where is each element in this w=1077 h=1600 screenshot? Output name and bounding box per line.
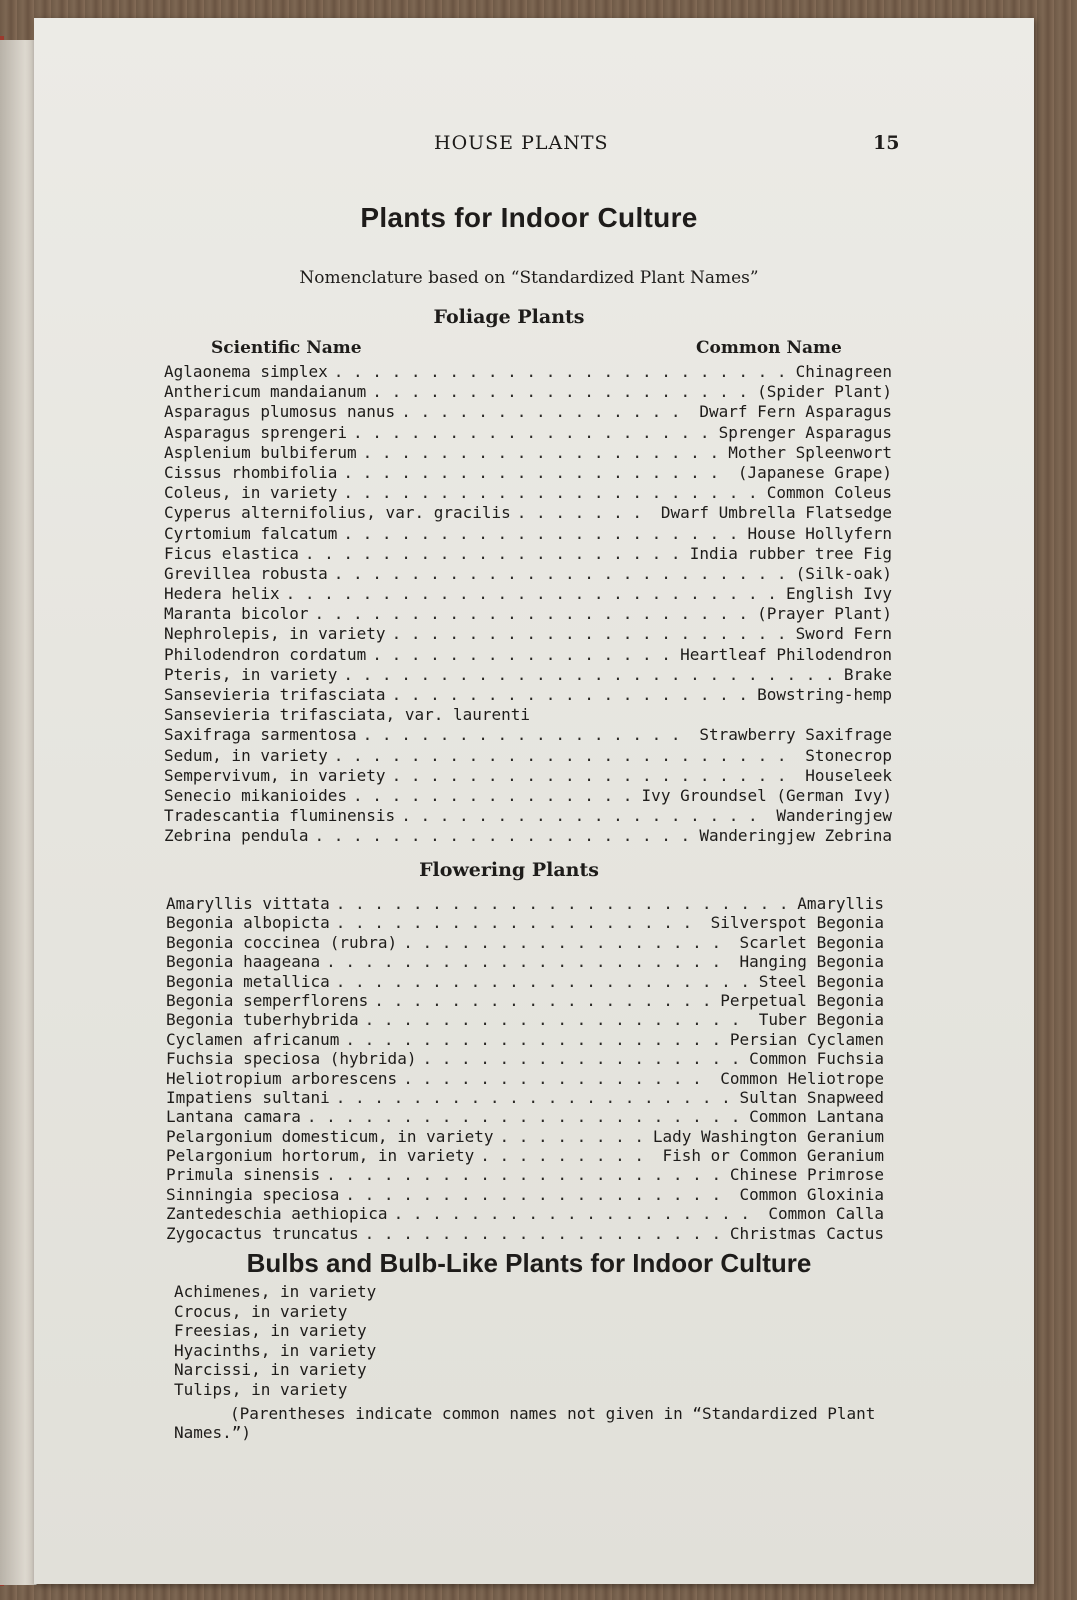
list-item bbox=[164, 624, 892, 644]
leader-dots bbox=[372, 645, 674, 665]
common-name: Common Gloxinia bbox=[739, 1184, 884, 1204]
common-name: Hanging Begonia bbox=[739, 952, 884, 972]
list-item bbox=[166, 1010, 884, 1029]
scientific-name: Maranta bicolor bbox=[164, 604, 309, 624]
common-name: Sprenger Asparagus bbox=[718, 422, 892, 442]
leader-dots bbox=[315, 604, 752, 624]
common-name: (Silk-oak) bbox=[795, 563, 892, 583]
list-item bbox=[164, 483, 892, 503]
leader-dots bbox=[392, 624, 790, 644]
column-headers bbox=[34, 338, 1034, 360]
facing-page-edge bbox=[0, 40, 37, 1585]
common-name: Chinese Primrose bbox=[729, 1165, 884, 1185]
bulb-item: Narcissi, in variety bbox=[174, 1360, 367, 1379]
bulbs-list bbox=[174, 1282, 376, 1399]
list-item bbox=[166, 1185, 884, 1204]
common-name: Steel Begonia bbox=[758, 971, 884, 991]
list-item bbox=[164, 544, 892, 564]
common-name: Scarlet Begonia bbox=[739, 932, 884, 952]
leader-dots bbox=[403, 933, 733, 952]
common-name: Sword Fern bbox=[795, 624, 892, 644]
scientific-name: Lantana camara bbox=[166, 1107, 301, 1127]
scientific-name: Begonia haageana bbox=[166, 952, 321, 972]
list-item bbox=[166, 894, 884, 913]
common-name: Amaryllis bbox=[797, 894, 884, 913]
scientific-name: Begonia coccinea (rubra) bbox=[166, 932, 398, 952]
leader-dots bbox=[401, 402, 693, 422]
list-item bbox=[164, 564, 892, 584]
leader-dots bbox=[326, 952, 733, 971]
common-name: Lady Washington Geranium bbox=[652, 1126, 884, 1146]
list-item bbox=[166, 1088, 884, 1107]
flowering-heading: Flowering Plants bbox=[419, 859, 599, 881]
common-name: Chinagreen bbox=[795, 362, 892, 381]
scientific-name: Philodendron cordatum bbox=[164, 644, 367, 664]
list-item bbox=[166, 1069, 884, 1088]
scientific-name: Senecio mikanioides bbox=[164, 785, 348, 805]
leader-dots bbox=[372, 382, 751, 402]
scientific-name: Asparagus plumosus nanus bbox=[164, 402, 396, 422]
leader-dots bbox=[365, 1010, 753, 1029]
list-item bbox=[164, 826, 892, 846]
list-item bbox=[166, 933, 884, 952]
running-head bbox=[34, 132, 1034, 158]
list-item bbox=[166, 1127, 884, 1146]
scientific-name: Begonia albopicta bbox=[166, 913, 330, 933]
book-page bbox=[34, 18, 1034, 1584]
common-name: Dwarf Umbrella Flatsedge bbox=[660, 503, 892, 523]
leader-dots bbox=[305, 544, 684, 564]
common-name: Persian Cyclamen bbox=[729, 1029, 884, 1049]
leader-dots bbox=[345, 1185, 733, 1204]
leader-dots bbox=[334, 362, 790, 382]
scientific-name: Grevillea robusta bbox=[164, 563, 328, 583]
scientific-name: Primula sinensis bbox=[166, 1165, 321, 1185]
common-name: Common Lantana bbox=[749, 1107, 884, 1127]
bulb-item: Hyacinths, in variety bbox=[174, 1340, 377, 1360]
common-name: (Prayer Plant) bbox=[757, 604, 892, 624]
column-header-common: Common Name bbox=[696, 338, 842, 358]
list-item bbox=[164, 423, 892, 443]
leader-dots bbox=[334, 564, 790, 584]
common-name: Wanderingjew bbox=[776, 806, 892, 826]
leader-dots bbox=[334, 746, 800, 766]
common-name: Common Heliotrope bbox=[720, 1068, 884, 1088]
common-name: Silverspot Begonia bbox=[710, 913, 884, 933]
scientific-name: Impatiens sultani bbox=[166, 1087, 330, 1107]
common-name: Brake bbox=[843, 664, 892, 684]
list-item bbox=[164, 685, 892, 705]
common-name: Tuber Begonia bbox=[758, 1010, 884, 1030]
leader-dots bbox=[392, 685, 752, 705]
list-item bbox=[164, 806, 892, 826]
leader-dots bbox=[374, 991, 714, 1010]
scientific-name: Zebrina pendula bbox=[164, 826, 309, 846]
scientific-name: Cissus rhombifolia bbox=[164, 462, 338, 482]
common-name: Stonecrop bbox=[805, 745, 892, 765]
list-item bbox=[166, 1030, 884, 1049]
leader-dots bbox=[307, 1107, 743, 1126]
list-item bbox=[164, 362, 892, 382]
scientific-name: Asplenium bulbiferum bbox=[164, 442, 357, 462]
list-item bbox=[164, 503, 892, 523]
running-title: HOUSE PLANTS bbox=[434, 132, 609, 154]
bulb-item: Crocus, in variety bbox=[174, 1301, 348, 1321]
leader-dots bbox=[394, 1204, 763, 1223]
leader-dots bbox=[422, 1049, 743, 1068]
footnote: (Parentheses indicate common names not given in “Standardized Plant Names.”) bbox=[174, 1404, 876, 1442]
leader-dots bbox=[500, 1127, 647, 1146]
scientific-name: Pelargonium hortorum, in variety bbox=[166, 1146, 475, 1166]
common-name: Sultan Snapweed bbox=[739, 1087, 884, 1107]
common-name: Perpetual Begonia bbox=[720, 990, 884, 1010]
leader-dots bbox=[343, 463, 731, 483]
common-name: Dwarf Fern Asparagus bbox=[699, 402, 892, 422]
common-name: Common Calla bbox=[768, 1204, 884, 1224]
foliage-list bbox=[164, 362, 892, 847]
scientific-name: Pelargonium domesticum, in variety bbox=[166, 1126, 494, 1146]
list-item bbox=[164, 584, 892, 604]
list-item bbox=[166, 1204, 884, 1223]
common-name: (Japanese Grape) bbox=[737, 462, 892, 482]
leader-dots bbox=[345, 1030, 723, 1049]
page-subtitle: Nomenclature based on “Standardized Plant Names” bbox=[299, 268, 759, 288]
scientific-name: Saxifraga sarmentosa bbox=[164, 725, 357, 745]
common-name: Common Coleus bbox=[766, 483, 892, 503]
common-name: Fish or Common Geranium bbox=[662, 1146, 884, 1166]
bulbs-heading: Bulbs and Bulb-Like Plants for Indoor Culture bbox=[246, 1248, 812, 1278]
list-item bbox=[164, 746, 892, 766]
list-item bbox=[164, 443, 892, 463]
common-name: India rubber tree Fig bbox=[689, 543, 892, 563]
list-item bbox=[164, 604, 892, 624]
leader-dots bbox=[517, 503, 655, 523]
common-name: House Hollyfern bbox=[747, 523, 892, 543]
common-name: Wanderingjew Zebrina bbox=[699, 826, 892, 846]
leader-dots bbox=[480, 1146, 656, 1165]
common-name: Common Fuchsia bbox=[749, 1049, 884, 1069]
leader-dots bbox=[392, 766, 800, 786]
list-item bbox=[164, 705, 892, 725]
list-item bbox=[164, 463, 892, 483]
page-number: 15 bbox=[873, 132, 900, 154]
scientific-name: Zantedeschia aethiopica bbox=[166, 1204, 388, 1224]
scientific-name: Sansevieria trifasciata, var. laurenti bbox=[164, 705, 531, 725]
column-header-scientific: Scientific Name bbox=[211, 338, 362, 358]
scientific-name: Sansevieria trifasciata bbox=[164, 685, 386, 704]
leader-dots bbox=[363, 443, 723, 463]
list-item bbox=[166, 913, 884, 932]
scientific-name: Sempervivum, in variety bbox=[164, 765, 386, 785]
common-name: Heartleaf Philodendron bbox=[680, 644, 892, 664]
leader-dots bbox=[336, 894, 792, 913]
leader-dots bbox=[336, 1088, 734, 1107]
scientific-name: Cyrtomium falcatum bbox=[164, 523, 338, 543]
common-name: Christmas Cactus bbox=[729, 1223, 884, 1243]
leader-dots bbox=[363, 725, 694, 745]
list-item bbox=[164, 524, 892, 544]
leader-dots bbox=[401, 806, 770, 826]
common-name: (Spider Plant) bbox=[757, 382, 892, 402]
list-item bbox=[166, 1049, 884, 1068]
list-item bbox=[164, 766, 892, 786]
list-item bbox=[166, 1224, 884, 1243]
common-name: Ivy Groundsel (German Ivy) bbox=[641, 785, 892, 805]
common-name: Houseleek bbox=[805, 765, 892, 785]
scientific-name: Cyperus alternifolius, var. gracilis bbox=[164, 503, 511, 523]
list-item bbox=[164, 645, 892, 665]
scientific-name: Anthericum mandaianum bbox=[164, 382, 367, 402]
bulb-item: Achimenes, in variety bbox=[174, 1282, 377, 1301]
list-item bbox=[164, 665, 892, 685]
leader-dots bbox=[343, 665, 837, 685]
list-item bbox=[166, 1107, 884, 1126]
leader-dots bbox=[315, 826, 694, 846]
leader-dots bbox=[353, 423, 713, 443]
leader-dots bbox=[326, 1165, 724, 1184]
leader-dots bbox=[336, 972, 753, 991]
scientific-name: Sedum, in variety bbox=[164, 745, 328, 765]
bulb-item: Freesias, in variety bbox=[174, 1321, 367, 1340]
scientific-name: Begonia semperflorens bbox=[166, 990, 369, 1010]
scientific-name: Asparagus sprengeri bbox=[164, 422, 348, 442]
scientific-name: Heliotropium arborescens bbox=[166, 1068, 398, 1088]
common-name: Mother Spleenwort bbox=[728, 442, 892, 462]
scientific-name: Begonia metallica bbox=[166, 971, 330, 991]
scientific-name: Zygocactus truncatus bbox=[166, 1223, 359, 1243]
leader-dots bbox=[343, 483, 760, 503]
leader-dots bbox=[336, 913, 705, 932]
list-item bbox=[164, 786, 892, 806]
scientific-name: Aglaonema simplex bbox=[164, 362, 328, 381]
scientific-name: Hedera helix bbox=[164, 584, 280, 604]
leader-dots bbox=[343, 524, 741, 544]
list-item bbox=[166, 972, 884, 991]
page-title: Plants for Indoor Culture bbox=[360, 202, 698, 233]
list-item bbox=[164, 382, 892, 402]
list-item bbox=[164, 725, 892, 745]
scientific-name: Begonia tuberhybrida bbox=[166, 1010, 359, 1030]
leader-dots bbox=[353, 786, 636, 806]
scientific-name: Nephrolepis, in variety bbox=[164, 624, 386, 644]
scientific-name: Tradescantia fluminensis bbox=[164, 806, 396, 826]
scientific-name: Ficus elastica bbox=[164, 543, 299, 563]
common-name: Strawberry Saxifrage bbox=[699, 725, 892, 745]
flowering-list bbox=[166, 894, 884, 1243]
scientific-name: Pteris, in variety bbox=[164, 664, 338, 684]
list-item bbox=[166, 952, 884, 971]
scientific-name: Sinningia speciosa bbox=[166, 1184, 340, 1204]
scientific-name: Fuchsia speciosa (hybrida) bbox=[166, 1049, 417, 1069]
common-name: Bowstring-hemp bbox=[757, 685, 892, 704]
list-item bbox=[166, 1165, 884, 1184]
leader-dots bbox=[365, 1224, 724, 1243]
foliage-heading: Foliage Plants bbox=[433, 306, 585, 328]
list-item bbox=[166, 991, 884, 1010]
common-name: English Ivy bbox=[786, 584, 892, 604]
scientific-name: Cyclamen africanum bbox=[166, 1029, 340, 1049]
scientific-name: Coleus, in variety bbox=[164, 483, 338, 503]
list-item bbox=[164, 402, 892, 422]
list-item bbox=[166, 1146, 884, 1165]
leader-dots bbox=[403, 1069, 714, 1088]
scientific-name: Amaryllis vittata bbox=[166, 894, 330, 913]
leader-dots bbox=[286, 584, 780, 604]
bulb-item: Tulips, in variety bbox=[174, 1379, 348, 1399]
